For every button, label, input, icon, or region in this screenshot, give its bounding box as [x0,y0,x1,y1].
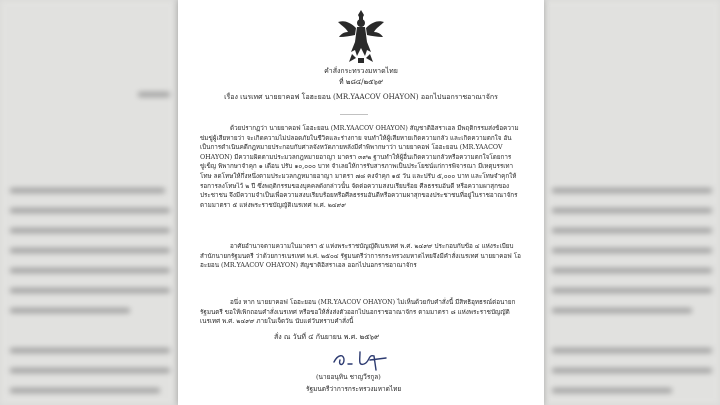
paragraph-authority [200,242,522,271]
signer-title: รัฐมนตรีว่าการกระทรวงมหาดไทย [306,385,402,393]
subject-divider: ________ [340,107,368,115]
order-date: สั่ง ณ วันที่ ๔ กันยายน พ.ศ. ๒๕๖๙ [274,333,380,341]
ministry-heading: คำสั่งกระทรวงมหาดไทย [324,67,398,75]
order-number: ที่ ๒๘๔/๒๕๖๙ [339,78,383,86]
order-document [178,0,544,405]
signer-name: (นายอนุทิน ชาญวีรกูล) [316,373,381,381]
handwritten-signature [330,344,410,374]
paragraph-reasons-text: ด้วยปรากฏว่า นายยาคอฟ โอฮะยอน (MR.YAACOV OHAYON) สัญชาติอิสราเอล มีพฤติกรรมส่งข้อความข่มขู่ผู้เสียหายว่า จะเกิดความไม่ปลอดภัยในชีวิตและร่างกาย จนทำให้ผู้เสียหายเกิดความกลัว และเกิดความตกใจ อันเป็นการดำเนินคดีกฎหมายประกอบกับศาลจังหวัดภายหลังมีคำพิพากษาว่า นายยาคอฟ โอฮะยอน (MR.YAACOV OHAYON) มีความผิดตามประมวลกฎหมายอาญา มาตรา ๓๙๒ ฐานทำให้ผู้อื่นเกิดความกลัวหรือความตกใจโดยการขู่เข็ญ พิพากษาจำคุก ๑ เดือน ปรับ ๑๐,๐๐๐ บาท จำเลยให้การรับสารภาพเป็นประโยชน์แก่การพิจารณา มีเหตุบรรเทาโทษ ลดโทษให้กึ่งหนึ่งตามประมวลกฎหมายอาญา มาตรา ๗๘ คงจำคุก ๑๕ วัน และปรับ ๕,๐๐๐ บาท และโทษจำคุกให้รอการลงโทษไว้ ๒ ปี ซึ่งพฤติกรรมของบุคคลดังกล่าวนั้น จัดต่อความสงบเรียบร้อย ศีลธรรมอันดี หรือความผาสุกของประชาชน จึงมีความจำเป็นเพื่อความสงบเรียบร้อยหรือศีลธรรมอันดีหรือความผาสุกของประชาชนที่อยู่ในราชอาณาจักรตามมาตรา ๕ แห่งพระราชบัญญัติเนรเทศ พ.ศ. ๒๔๙๙ [200,125,519,209]
paragraph-authority-text: อาศัยอำนาจตามความในมาตรา ๕ แห่งพระราชบัญญัติเนรเทศ พ.ศ. ๒๔๙๙ ประกอบกับข้อ ๔ แห่งระเบียบสำนักนายกรัฐมนตรี ว่าด้วยการเนรเทศ พ.ศ. ๒๕๐๔ รัฐมนตรีว่าการกระทรวงมหาดไทยจึงมีคำสั่งเนรเทศ นายยาคอฟ โอฮะยอน (MR.YAACOV OHAYON) สัญชาติอิสราเอล ออกไปนอกราชอาณาจักร [200,243,521,270]
paragraph-reasons [200,124,522,210]
paragraph-appeal-rights-text: อนึ่ง หาก นายยาคอฟ โอฮะยอน (MR.YAACOV OHAYON) ไม่เห็นด้วยกับคำสั่งนี้ มีสิทธิอุทธรณ์ต่อนายกรัฐมนตรี ขอให้เพิกถอนคำสั่งเนรเทศ หรือขอให้สั่งส่งตัวออกไปนอกราชอาณาจักร ตามมาตรา ๘ แห่งพระราชบัญญัติเนรเทศ พ.ศ. ๒๔๙๙ ภายในเจ็ดวัน นับแต่วันทราบคำสั่งนี้ [200,299,516,326]
blurred-background-right [542,0,720,405]
garuda-emblem-icon [336,8,386,64]
paragraph-appeal-rights [200,298,522,327]
blurred-background-left [0,0,175,405]
order-subject: เรื่อง เนรเทศ นายยาคอฟ โอฮะยอน (MR.YAACOV OHAYON) ออกไปนอกราชอาณาจักร [224,93,498,101]
